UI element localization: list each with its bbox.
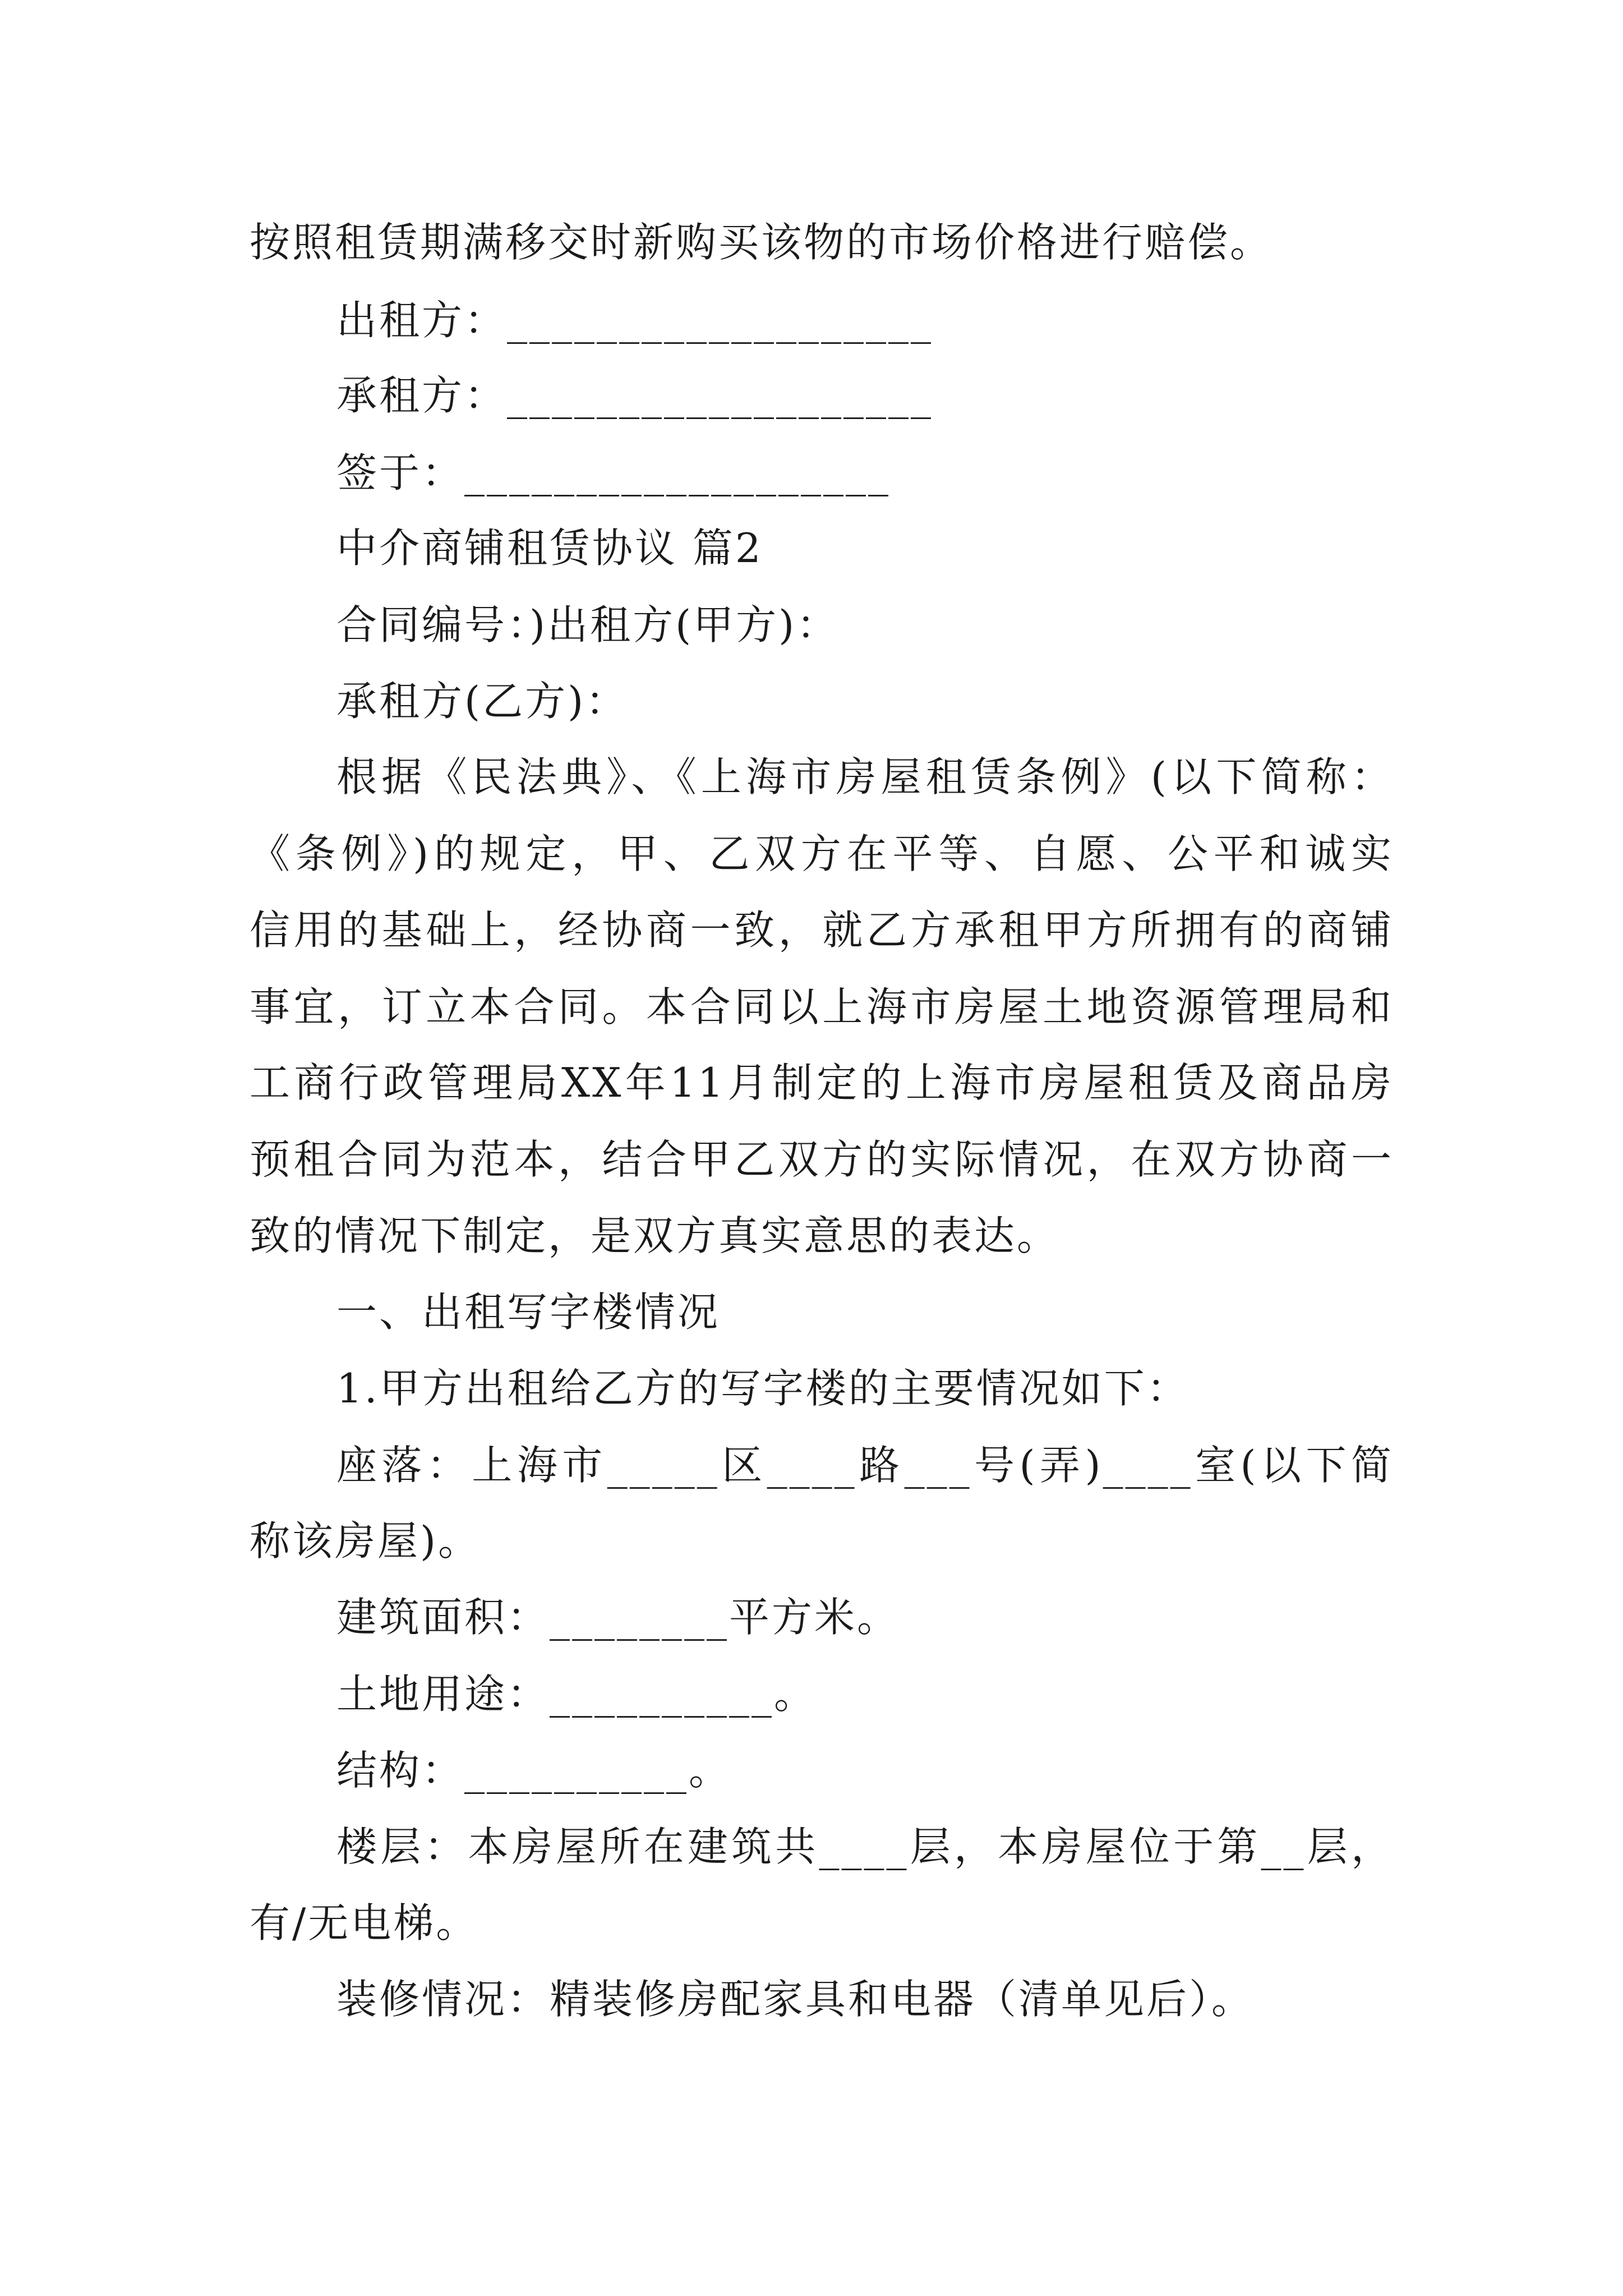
building-area-line: 建筑面积：________平方米。	[336, 1594, 900, 1641]
section-title: 中介商铺租赁协议 篇2	[336, 524, 763, 572]
lessee-signature-line: 承租方：___________________	[336, 372, 934, 419]
paragraph-line: 根据《民法典》、《上海市房屋租赁条例》(以下简称：	[336, 753, 1394, 800]
paragraph-line: 信用的基础上，经协商一致，就乙方承租甲方所拥有的商铺	[250, 907, 1394, 954]
paragraph-line: 致的情况下制定，是双方真实意思的表达。	[250, 1212, 1060, 1259]
paragraph-line: 工商行政管理局XX年11月制定的上海市房屋租赁及商品房	[250, 1059, 1394, 1106]
paragraph-line: 按照租赁期满移交时新购买该物的市场价格进行赔偿。	[250, 219, 1273, 266]
decoration-line: 装修情况：精装修房配家具和电器（清单见后）。	[336, 1976, 1255, 2023]
paragraph-line: 预租合同为范本，结合甲乙双方的实际情况，在双方协商一	[250, 1136, 1394, 1183]
paragraph-line: 称该房屋)。	[250, 1517, 481, 1565]
signed-at-line: 签于：___________________	[336, 449, 891, 496]
structure-line: 结构：__________。	[336, 1747, 732, 1794]
land-use-line: 土地用途：__________。	[336, 1671, 817, 1718]
paragraph-line: 《条例》)的规定，甲、乙双方在平等、自愿、公平和诚实	[250, 830, 1394, 877]
paragraph-line: 1.甲方出租给乙方的写字楼的主要情况如下：	[336, 1365, 1189, 1412]
location-line: 座落：上海市_____区____路___号(弄)____室(以下简	[336, 1442, 1394, 1489]
floor-line: 楼层：本房屋所在建筑共____层，本房屋位于第__层，	[336, 1823, 1394, 1870]
paragraph-line: 事宜，订立本合同。本合同以上海市房屋土地资源管理局和	[250, 983, 1394, 1030]
paragraph-line: 有/无电梯。	[250, 1899, 479, 1947]
contract-number-line: 合同编号：)出租方(甲方)：	[336, 601, 840, 648]
lessee-party-line: 承租方(乙方)：	[336, 678, 629, 725]
subsection-heading: 一、出租写字楼情况	[336, 1289, 721, 1336]
lessor-signature-line: 出租方：___________________	[336, 297, 934, 344]
